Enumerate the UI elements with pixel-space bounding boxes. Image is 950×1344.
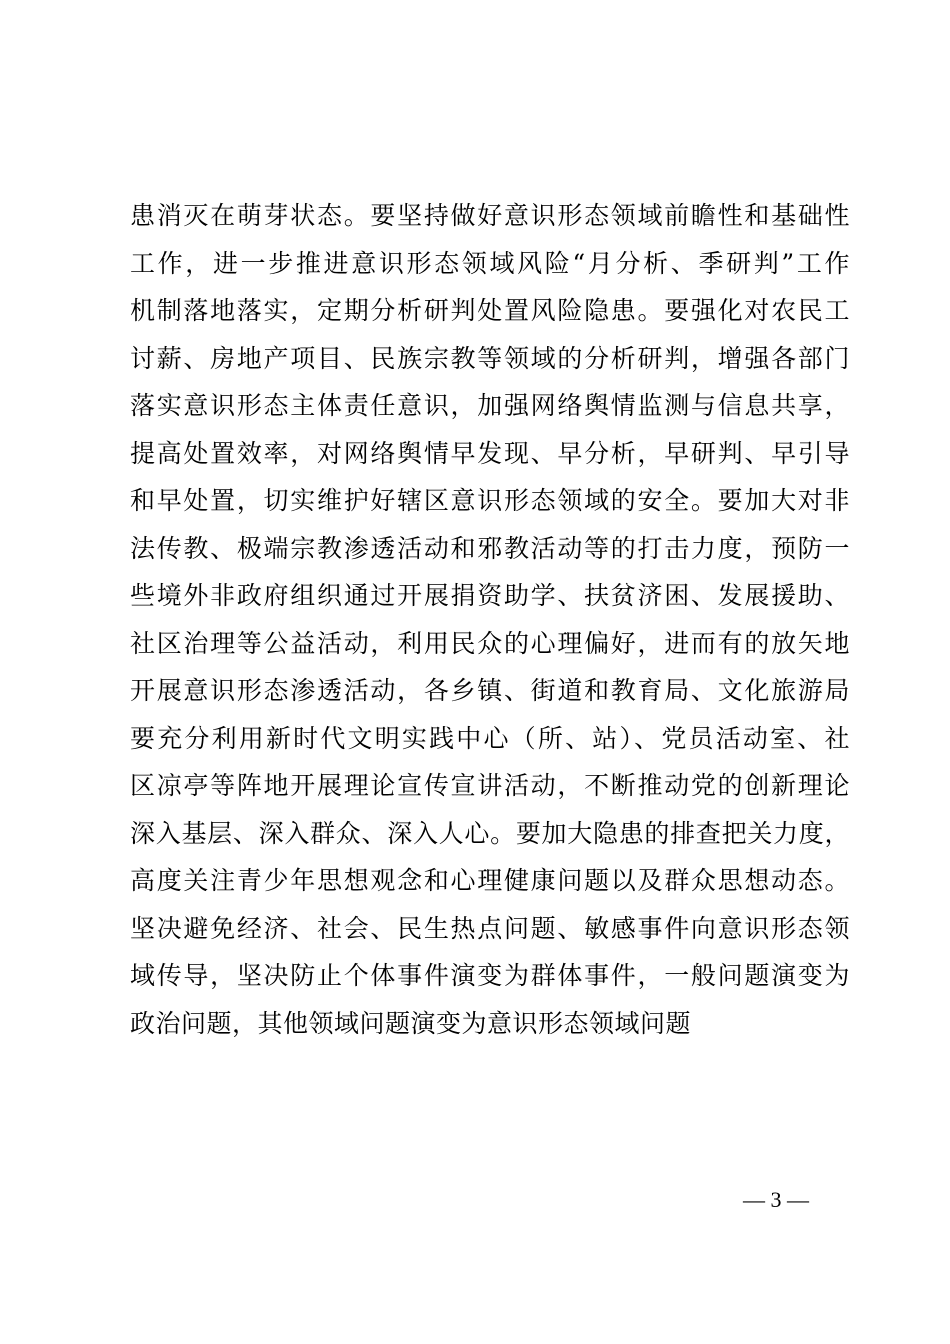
text-line: 域传导，坚决防止个体事件演变为群体事件，一般问题演变为 bbox=[130, 961, 850, 990]
text-line: 坚决避免经济、社会、民生热点问题、敏感事件向意识形态领 bbox=[130, 913, 850, 943]
text-line: 开展意识形态渗透活动，各乡镇、街道和教育局、文化旅游局 bbox=[130, 676, 850, 705]
text-line: 区凉亭等阵地开展理论宣传宣讲活动，不断推动党的创新理论 bbox=[130, 771, 850, 800]
text-line: 患消灭在萌芽状态。要坚持做好意识形态领域前瞻性和基础性 bbox=[130, 201, 850, 230]
text-line: 讨薪、房地产项目、民族宗教等领域的分析研判，增强各部门 bbox=[130, 343, 850, 373]
text-line: 要充分利用新时代文明实践中心（所、站）、党员活动室、社 bbox=[130, 723, 850, 753]
page-number: — 3 — bbox=[743, 1187, 809, 1212]
text-line: 工作，进一步推进意识形态领域风险“月分析、季研判”工作 bbox=[130, 248, 850, 278]
text-line: 社区治理等公益活动，利用民众的心理偏好，进而有的放矢地 bbox=[130, 628, 850, 658]
text-line: 高度关注青少年思想观念和心理健康问题以及群众思想动态。 bbox=[130, 866, 850, 895]
text-line: 机制落地落实，定期分析研判处置风险隐患。要强化对农民工 bbox=[130, 296, 850, 325]
text-line: 些境外非政府组织通过开展捐资助学、扶贫济困、发展援助、 bbox=[130, 581, 850, 610]
text-line: 深入基层、深入群众、深入人心。要加大隐患的排查把关力度， bbox=[130, 818, 850, 848]
text-line: 法传教、极端宗教渗透活动和邪教活动等的打击力度，预防一 bbox=[130, 533, 850, 563]
text-line: 落实意识形态主体责任意识，加强网络舆情监测与信息共享， bbox=[130, 391, 850, 420]
text-line-last: 政治问题，其他领域问题演变为意识形态领域问题 bbox=[130, 1008, 692, 1038]
body-paragraph bbox=[130, 192, 850, 1047]
text-line: 提高处置效率，对网络舆情早发现、早分析，早研判、早引导 bbox=[130, 438, 850, 468]
text-line: 和早处置，切实维护好辖区意识形态领域的安全。要加大对非 bbox=[130, 486, 850, 515]
